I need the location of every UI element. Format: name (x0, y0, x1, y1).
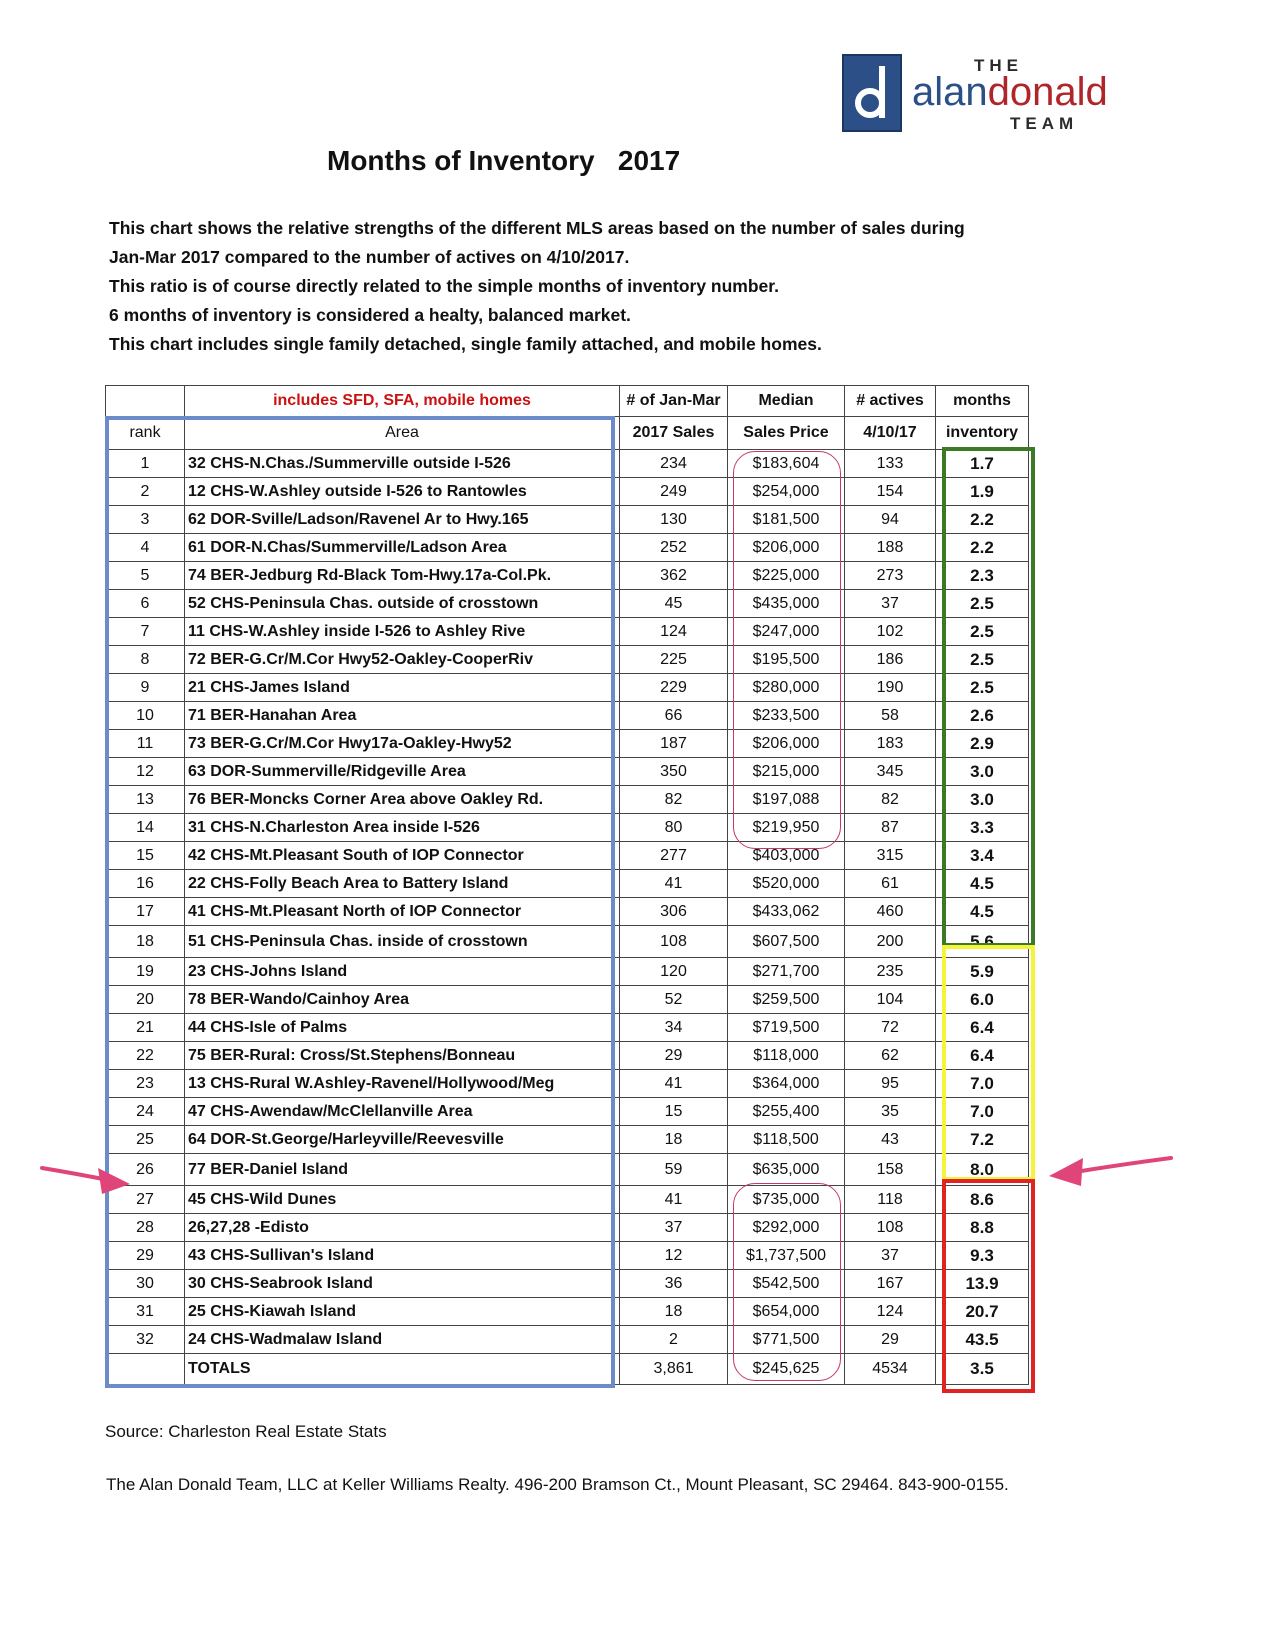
cell-sales: 124 (620, 618, 728, 646)
table-row (106, 1214, 1029, 1242)
table-row (106, 1298, 1029, 1326)
cell-rank: 32 (106, 1326, 185, 1354)
cell-actives: 158 (845, 1154, 936, 1186)
cell-area: 73 BER-G.Cr/M.Cor Hwy17a-Oakley-Hwy52 (185, 730, 620, 758)
cell-sales: 108 (620, 926, 728, 958)
cell-rank: 21 (106, 1014, 185, 1042)
table-row (106, 814, 1029, 842)
cell-price: $292,000 (728, 1214, 845, 1242)
cell-area: 32 CHS-N.Chas./Summerville outside I-526 (185, 450, 620, 478)
totals-row (106, 1354, 1029, 1385)
header-row (106, 417, 1029, 450)
cell-actives: 95 (845, 1070, 936, 1098)
cell-actives: 315 (845, 842, 936, 870)
cell-actives: 62 (845, 1042, 936, 1070)
header-rank: rank (106, 417, 185, 450)
header-row (106, 386, 1029, 417)
cell-months: 3.0 (936, 758, 1029, 786)
cell-price: $233,500 (728, 702, 845, 730)
table-row (106, 730, 1029, 758)
cell-actives: 29 (845, 1326, 936, 1354)
cell-price: $654,000 (728, 1298, 845, 1326)
cell-actives: 94 (845, 506, 936, 534)
cell-rank: 24 (106, 1098, 185, 1126)
table-row (106, 926, 1029, 958)
table-row (106, 1014, 1029, 1042)
cell-area: 11 CHS-W.Ashley inside I-526 to Ashley Rive (185, 618, 620, 646)
cell-sales: 82 (620, 786, 728, 814)
header-note: includes SFD, SFA, mobile homes (185, 386, 620, 417)
cell-sales: 18 (620, 1126, 728, 1154)
cell-price: $1,737,500 (728, 1242, 845, 1270)
description-line: This chart includes single family detached, single family attached, and mobile homes. (109, 334, 822, 354)
cell-area: 63 DOR-Summerville/Ridgeville Area (185, 758, 620, 786)
cell-price: $118,500 (728, 1126, 845, 1154)
table-row (106, 758, 1029, 786)
cell-actives: 460 (845, 898, 936, 926)
table-row (106, 1186, 1029, 1214)
cell-rank: 22 (106, 1042, 185, 1070)
cell-rank: 30 (106, 1270, 185, 1298)
cell-actives: 345 (845, 758, 936, 786)
header-rank (106, 386, 185, 417)
cell-area: 43 CHS-Sullivan's Island (185, 1242, 620, 1270)
cell-area: 62 DOR-Sville/Ladson/Ravenel Ar to Hwy.165 (185, 506, 620, 534)
cell-sales: 306 (620, 898, 728, 926)
cell-actives: 87 (845, 814, 936, 842)
cell-price: $247,000 (728, 618, 845, 646)
cell-rank: 8 (106, 646, 185, 674)
cell-rank: 15 (106, 842, 185, 870)
table-row (106, 1270, 1029, 1298)
table-row (106, 674, 1029, 702)
cell-months: 13.9 (936, 1270, 1029, 1298)
cell-actives: 37 (845, 1242, 936, 1270)
cell-sales: 350 (620, 758, 728, 786)
cell-area: 12 CHS-W.Ashley outside I-526 to Rantowles (185, 478, 620, 506)
cell-price: $271,700 (728, 958, 845, 986)
table-row (106, 870, 1029, 898)
cell-rank: 29 (106, 1242, 185, 1270)
table-row (106, 450, 1029, 478)
cell-sales: 41 (620, 870, 728, 898)
cell-area: 21 CHS-James Island (185, 674, 620, 702)
table-row (106, 1070, 1029, 1098)
header-price: Sales Price (728, 417, 845, 450)
header-actives: 4/10/17 (845, 417, 936, 450)
cell-area: 47 CHS-Awendaw/McClellanville Area (185, 1098, 620, 1126)
cell-months: 9.3 (936, 1242, 1029, 1270)
cell-price: $719,500 (728, 1014, 845, 1042)
cell-area: 75 BER-Rural: Cross/St.Stephens/Bonneau (185, 1042, 620, 1070)
cell-months: 1.9 (936, 478, 1029, 506)
cell-area: 24 CHS-Wadmalaw Island (185, 1326, 620, 1354)
cell-area: 13 CHS-Rural W.Ashley-Ravenel/Hollywood/Meg (185, 1070, 620, 1098)
cell-area: 77 BER-Daniel Island (185, 1154, 620, 1186)
cell-price: $542,500 (728, 1270, 845, 1298)
header-price: Median (728, 386, 845, 417)
cell-sales: 362 (620, 562, 728, 590)
cell-rank: 20 (106, 986, 185, 1014)
cell-rank: 19 (106, 958, 185, 986)
cell-price: $225,000 (728, 562, 845, 590)
cell-rank: 12 (106, 758, 185, 786)
description-line: Jan-Mar 2017 compared to the number of actives on 4/10/2017. (109, 247, 630, 267)
cell-price: $771,500 (728, 1326, 845, 1354)
cell-price: $280,000 (728, 674, 845, 702)
cell-months: 7.0 (936, 1070, 1029, 1098)
total-rank (106, 1354, 185, 1385)
table-row (106, 702, 1029, 730)
cell-actives: 61 (845, 870, 936, 898)
cell-rank: 18 (106, 926, 185, 958)
cell-months: 4.5 (936, 870, 1029, 898)
cell-area: 61 DOR-N.Chas/Summerville/Ladson Area (185, 534, 620, 562)
cell-price: $118,000 (728, 1042, 845, 1070)
cell-actives: 104 (845, 986, 936, 1014)
description-line: This ratio is of course directly related to the simple months of inventory number. (109, 276, 779, 296)
cell-rank: 26 (106, 1154, 185, 1186)
cell-actives: 118 (845, 1186, 936, 1214)
logo-the-text: THE (974, 56, 1023, 75)
description-line: This chart shows the relative strengths of the different MLS areas based on the number of sales during (109, 218, 965, 238)
cell-sales: 120 (620, 958, 728, 986)
cell-price: $215,000 (728, 758, 845, 786)
cell-sales: 80 (620, 814, 728, 842)
cell-actives: 43 (845, 1126, 936, 1154)
table-row (106, 1242, 1029, 1270)
cell-actives: 183 (845, 730, 936, 758)
cell-rank: 16 (106, 870, 185, 898)
cell-price: $219,950 (728, 814, 845, 842)
cell-sales: 130 (620, 506, 728, 534)
cell-price: $435,000 (728, 590, 845, 618)
cell-months: 3.4 (936, 842, 1029, 870)
cell-area: 64 DOR-St.George/Harleyville/Reevesville (185, 1126, 620, 1154)
table-row (106, 1098, 1029, 1126)
cell-sales: 36 (620, 1270, 728, 1298)
cell-actives: 190 (845, 674, 936, 702)
description (109, 214, 1109, 359)
cell-months: 3.3 (936, 814, 1029, 842)
cell-sales: 34 (620, 1014, 728, 1042)
company-logo (842, 54, 1202, 138)
cell-price: $254,000 (728, 478, 845, 506)
cell-months: 2.5 (936, 646, 1029, 674)
source-note: Source: Charleston Real Estate Stats (105, 1422, 387, 1441)
cell-rank: 1 (106, 450, 185, 478)
cell-price: $206,000 (728, 534, 845, 562)
cell-sales: 41 (620, 1070, 728, 1098)
logo-name-text: alandonald (912, 70, 1108, 114)
cell-price: $520,000 (728, 870, 845, 898)
cell-area: 31 CHS-N.Charleston Area inside I-526 (185, 814, 620, 842)
right-arrow-icon (1045, 1150, 1175, 1190)
cell-months: 7.0 (936, 1098, 1029, 1126)
cell-actives: 108 (845, 1214, 936, 1242)
cell-sales: 187 (620, 730, 728, 758)
cell-months: 3.0 (936, 786, 1029, 814)
table-row (106, 646, 1029, 674)
table-row (106, 958, 1029, 986)
cell-area: 30 CHS-Seabrook Island (185, 1270, 620, 1298)
cell-area: 41 CHS-Mt.Pleasant North of IOP Connector (185, 898, 620, 926)
cell-area: 74 BER-Jedburg Rd-Black Tom-Hwy.17a-Col.Pk. (185, 562, 620, 590)
cell-actives: 167 (845, 1270, 936, 1298)
cell-sales: 52 (620, 986, 728, 1014)
cell-months: 4.5 (936, 898, 1029, 926)
table-row (106, 478, 1029, 506)
cell-price: $403,000 (728, 842, 845, 870)
logo-d-icon (842, 54, 902, 132)
table-row (106, 506, 1029, 534)
cell-rank: 17 (106, 898, 185, 926)
table-row (106, 590, 1029, 618)
cell-price: $635,000 (728, 1154, 845, 1186)
cell-actives: 186 (845, 646, 936, 674)
cell-price: $183,604 (728, 450, 845, 478)
cell-sales: 59 (620, 1154, 728, 1186)
cell-sales: 229 (620, 674, 728, 702)
cell-months: 6.0 (936, 986, 1029, 1014)
cell-months: 43.5 (936, 1326, 1029, 1354)
cell-sales: 66 (620, 702, 728, 730)
footer-contact: The Alan Donald Team, LLC at Keller Williams Realty. 496-200 Bramson Ct., Mount Pleasant, SC 29464. 843-900-0155. (106, 1475, 1009, 1494)
cell-area: 26,27,28 -Edisto (185, 1214, 620, 1242)
cell-rank: 9 (106, 674, 185, 702)
cell-price: $197,088 (728, 786, 845, 814)
cell-rank: 11 (106, 730, 185, 758)
header-months: inventory (936, 417, 1029, 450)
cell-price: $255,400 (728, 1098, 845, 1126)
cell-price: $195,500 (728, 646, 845, 674)
cell-rank: 25 (106, 1126, 185, 1154)
logo-team-text: TEAM (1010, 114, 1079, 133)
table-row (106, 1126, 1029, 1154)
cell-sales: 252 (620, 534, 728, 562)
cell-price: $259,500 (728, 986, 845, 1014)
cell-area: 42 CHS-Mt.Pleasant South of IOP Connector (185, 842, 620, 870)
cell-area: 71 BER-Hanahan Area (185, 702, 620, 730)
cell-area: 23 CHS-Johns Island (185, 958, 620, 986)
cell-months: 5.9 (936, 958, 1029, 986)
cell-rank: 2 (106, 478, 185, 506)
cell-months: 20.7 (936, 1298, 1029, 1326)
cell-sales: 45 (620, 590, 728, 618)
cell-sales: 41 (620, 1186, 728, 1214)
cell-actives: 235 (845, 958, 936, 986)
cell-price: $181,500 (728, 506, 845, 534)
table-row (106, 1326, 1029, 1354)
table-row (106, 1042, 1029, 1070)
total-actives: 4534 (845, 1354, 936, 1385)
inventory-table (105, 385, 1029, 1385)
cell-rank: 4 (106, 534, 185, 562)
header-area: Area (185, 417, 620, 450)
total-months: 3.5 (936, 1354, 1029, 1385)
cell-months: 8.0 (936, 1154, 1029, 1186)
cell-months: 2.5 (936, 618, 1029, 646)
table-row (106, 986, 1029, 1014)
cell-sales: 12 (620, 1242, 728, 1270)
header-months: months (936, 386, 1029, 417)
cell-sales: 225 (620, 646, 728, 674)
cell-rank: 28 (106, 1214, 185, 1242)
total-price: $245,625 (728, 1354, 845, 1385)
cell-months: 6.4 (936, 1014, 1029, 1042)
cell-sales: 15 (620, 1098, 728, 1126)
cell-rank: 14 (106, 814, 185, 842)
cell-rank: 3 (106, 506, 185, 534)
table-row (106, 1154, 1029, 1186)
cell-actives: 72 (845, 1014, 936, 1042)
cell-months: 6.4 (936, 1042, 1029, 1070)
cell-area: 72 BER-G.Cr/M.Cor Hwy52-Oakley-CooperRiv (185, 646, 620, 674)
left-arrow-icon (38, 1158, 134, 1198)
cell-months: 2.3 (936, 562, 1029, 590)
cell-months: 5.6 (936, 926, 1029, 958)
cell-actives: 35 (845, 1098, 936, 1126)
cell-months: 2.5 (936, 674, 1029, 702)
cell-actives: 273 (845, 562, 936, 590)
cell-sales: 18 (620, 1298, 728, 1326)
cell-area: 76 BER-Moncks Corner Area above Oakley Rd. (185, 786, 620, 814)
table-row (106, 842, 1029, 870)
cell-rank: 13 (106, 786, 185, 814)
cell-area: 45 CHS-Wild Dunes (185, 1186, 620, 1214)
cell-area: 51 CHS-Peninsula Chas. inside of crosstown (185, 926, 620, 958)
cell-actives: 200 (845, 926, 936, 958)
table-row (106, 786, 1029, 814)
table-row (106, 618, 1029, 646)
cell-price: $433,062 (728, 898, 845, 926)
cell-rank: 31 (106, 1298, 185, 1326)
cell-rank: 5 (106, 562, 185, 590)
cell-actives: 133 (845, 450, 936, 478)
cell-months: 2.2 (936, 506, 1029, 534)
cell-rank: 7 (106, 618, 185, 646)
table-row (106, 562, 1029, 590)
cell-area: 25 CHS-Kiawah Island (185, 1298, 620, 1326)
cell-sales: 277 (620, 842, 728, 870)
cell-area: 22 CHS-Folly Beach Area to Battery Island (185, 870, 620, 898)
cell-sales: 37 (620, 1214, 728, 1242)
cell-months: 2.6 (936, 702, 1029, 730)
cell-months: 8.6 (936, 1186, 1029, 1214)
header-sales: # of Jan-Mar (620, 386, 728, 417)
cell-actives: 124 (845, 1298, 936, 1326)
cell-months: 2.5 (936, 590, 1029, 618)
cell-actives: 154 (845, 478, 936, 506)
total-sales: 3,861 (620, 1354, 728, 1385)
cell-price: $735,000 (728, 1186, 845, 1214)
cell-actives: 58 (845, 702, 936, 730)
cell-sales: 2 (620, 1326, 728, 1354)
total-area: TOTALS (185, 1354, 620, 1385)
cell-actives: 188 (845, 534, 936, 562)
cell-months: 1.7 (936, 450, 1029, 478)
cell-months: 8.8 (936, 1214, 1029, 1242)
table-row (106, 534, 1029, 562)
cell-rank: 23 (106, 1070, 185, 1098)
cell-actives: 82 (845, 786, 936, 814)
cell-months: 7.2 (936, 1126, 1029, 1154)
cell-sales: 234 (620, 450, 728, 478)
cell-months: 2.2 (936, 534, 1029, 562)
cell-area: 52 CHS-Peninsula Chas. outside of crosstown (185, 590, 620, 618)
cell-months: 2.9 (936, 730, 1029, 758)
cell-area: 78 BER-Wando/Cainhoy Area (185, 986, 620, 1014)
cell-sales: 249 (620, 478, 728, 506)
cell-actives: 102 (845, 618, 936, 646)
table-row (106, 898, 1029, 926)
cell-area: 44 CHS-Isle of Palms (185, 1014, 620, 1042)
cell-rank: 6 (106, 590, 185, 618)
description-line: 6 months of inventory is considered a healty, balanced market. (109, 305, 631, 325)
cell-sales: 29 (620, 1042, 728, 1070)
cell-rank: 27 (106, 1186, 185, 1214)
cell-price: $607,500 (728, 926, 845, 958)
cell-price: $206,000 (728, 730, 845, 758)
cell-actives: 37 (845, 590, 936, 618)
header-actives: # actives (845, 386, 936, 417)
header-sales: 2017 Sales (620, 417, 728, 450)
cell-rank: 10 (106, 702, 185, 730)
page-title: Months of Inventory 2017 (327, 145, 681, 176)
cell-price: $364,000 (728, 1070, 845, 1098)
